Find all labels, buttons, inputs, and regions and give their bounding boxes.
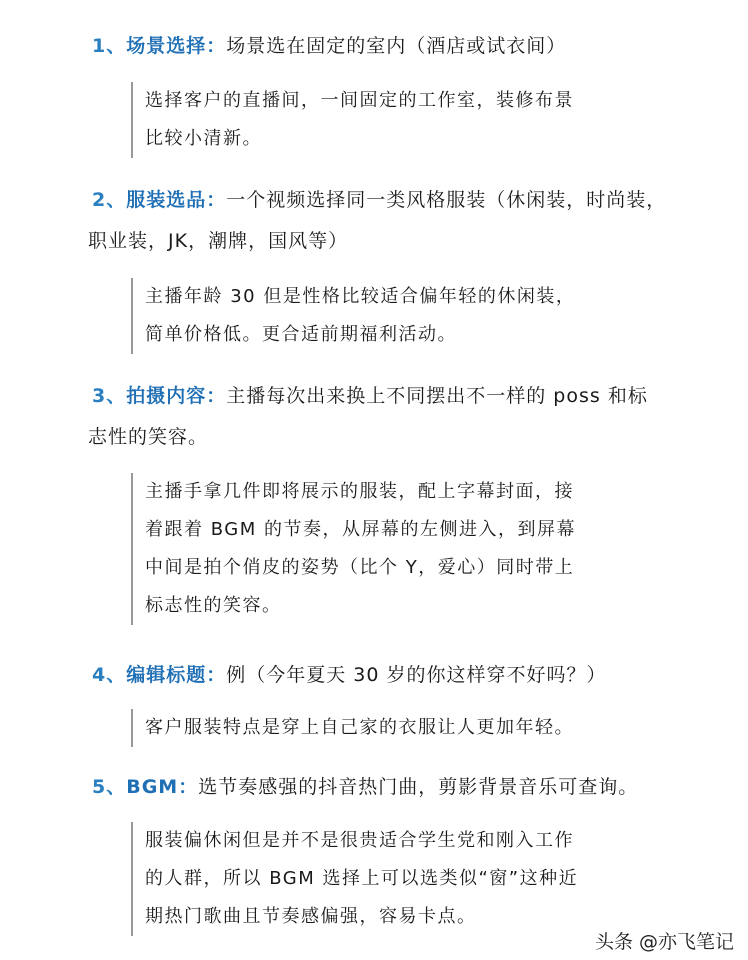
quote-line: 的人群，所以 BGM 选择上可以选类似“窗”这种近 — [145, 868, 579, 889]
section-number: 4、 — [92, 664, 127, 686]
section-label: 服装选品： — [126, 189, 227, 211]
section-1-heading — [92, 27, 708, 65]
section-text: 选节奏感强的抖音热门曲，剪影背景音乐可查询。 — [198, 776, 639, 798]
section-5-heading — [92, 768, 708, 806]
section-5-quote — [131, 822, 688, 936]
section-1-quote — [131, 82, 688, 158]
section-number: 3、 — [92, 385, 127, 407]
section-label: 编辑标题： — [126, 664, 227, 686]
quote-line: 着跟着 BGM 的节奏，从屏幕的左侧进入，到屏幕 — [145, 519, 576, 540]
section-2-heading-continued — [88, 222, 708, 260]
section-label: 场景选择： — [126, 35, 227, 57]
section-text: 例（今年夏天 30 岁的你这样穿不好吗？） — [226, 664, 607, 686]
section-label: 拍摄内容： — [126, 385, 227, 407]
section-2-heading — [92, 181, 708, 219]
section-text-continued: 职业装，JK，潮牌，国风等） — [88, 230, 349, 252]
section-number: 1、 — [92, 35, 127, 57]
section-2-quote — [131, 278, 688, 354]
section-text-continued: 志性的笑容。 — [88, 426, 209, 448]
section-4-quote — [131, 709, 688, 747]
quote-line: 期热门歌曲且节奏感偏强，容易卡点。 — [145, 906, 477, 927]
quote-line: 主播手拿几件即将展示的服装，配上字幕封面，接 — [145, 481, 574, 502]
quote-line: 中间是拍个俏皮的姿势（比个 Y，爱心）同时带上 — [145, 557, 575, 578]
watermark: 头条 @亦飞笔记 — [594, 931, 734, 953]
quote-line: 选择客户的直播间，一间固定的工作室，装修布景 — [145, 90, 574, 111]
quote-line: 比较小清新。 — [145, 128, 262, 149]
section-3-heading-continued — [88, 418, 708, 456]
section-text: 场景选在固定的室内（酒店或试衣间） — [226, 35, 567, 57]
section-3-quote — [131, 473, 688, 625]
section-4-heading — [92, 656, 708, 694]
section-label: BGM： — [126, 776, 199, 798]
section-number: 5、 — [92, 776, 127, 798]
section-text: 主播每次出来换上不同摆出不一样的 poss 和标 — [226, 385, 648, 407]
quote-line: 简单价格低。更合适前期福利活动。 — [145, 324, 457, 345]
section-text: 一个视频选择同一类风格服装（休闲装，时尚装， — [226, 189, 667, 211]
quote-line: 客户服装特点是穿上自己家的衣服让人更加年轻。 — [145, 717, 574, 738]
section-number: 2、 — [92, 189, 127, 211]
section-3-heading — [92, 377, 708, 415]
quote-line: 服装偏休闲但是并不是很贵适合学生党和刚入工作 — [145, 830, 574, 851]
quote-line: 标志性的笑容。 — [145, 595, 282, 616]
quote-line: 主播年龄 30 但是性格比较适合偏年轻的休闲装， — [145, 286, 576, 307]
